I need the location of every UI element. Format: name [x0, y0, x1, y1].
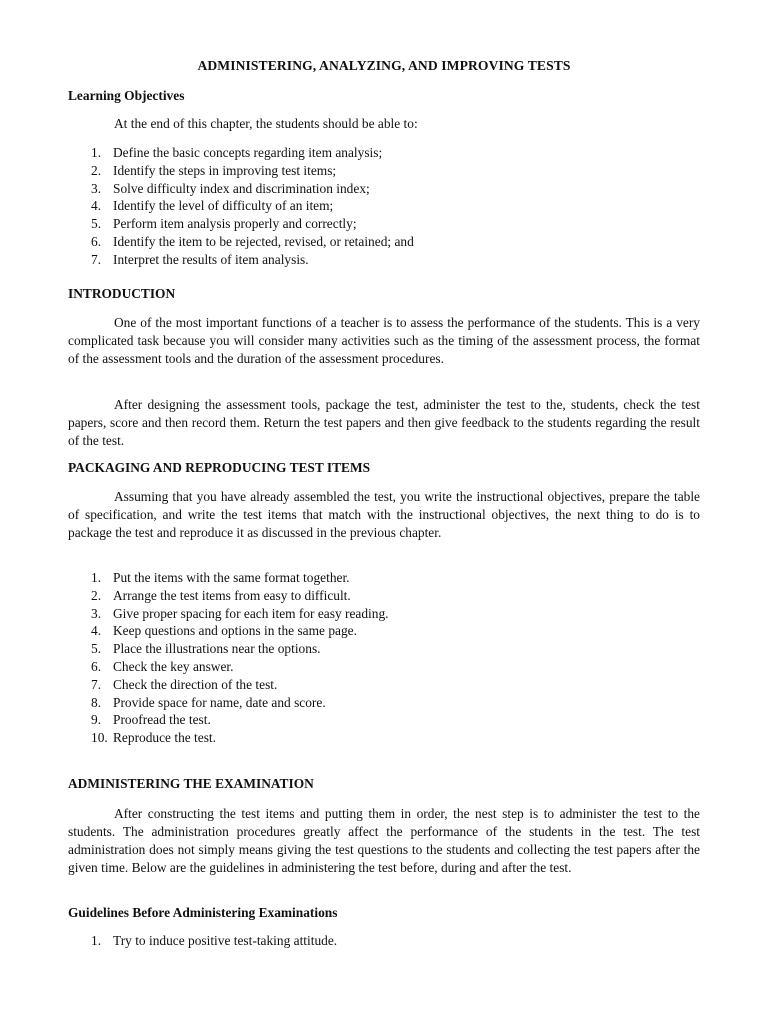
learning-objectives-list	[68, 144, 414, 269]
list-item: 10. Reproduce the test.	[91, 730, 216, 746]
introduction-heading: INTRODUCTION	[68, 286, 176, 301]
guidelines-before-list	[68, 932, 337, 950]
list-item: 6. Check the key answer.	[91, 658, 234, 674]
introduction-paragraph-2: After designing the assessment tools, package the test, administer the test to the, students, check the test papers, score and then record them. Return the test papers and then give feedback to the students regarding the result of the test.	[68, 397, 700, 448]
list-item: 3. Give proper spacing for each item for easy reading.	[91, 605, 389, 621]
packaging-paragraph: Assuming that you have already assembled the test, you write the instructional objectives, prepare the table of specification, and write the test items that match with the instructional objectives, the next thing to do is to package the test and reproduce it as discussed in the previous chapter.	[68, 489, 700, 540]
list-item: 4. Keep questions and options in the same page.	[91, 623, 357, 639]
list-item: 9. Proofread the test.	[91, 712, 211, 728]
packaging-heading: PACKAGING AND REPRODUCING TEST ITEMS	[68, 460, 371, 475]
list-item: 7. Check the direction of the test.	[91, 676, 278, 692]
list-item: 1. Define the basic concepts regarding item analysis;	[91, 145, 383, 160]
list-item: 1. Try to induce positive test-taking attitude.	[91, 933, 338, 948]
guidelines-before-heading: Guidelines Before Administering Examinations	[68, 905, 338, 920]
list-item: 4. Identify the level of difficulty of an item;	[91, 198, 334, 214]
list-item: 2. Identify the steps in improving test items;	[91, 162, 337, 178]
list-item: 6. Identify the item to be rejected, revised, or retained; and	[91, 233, 414, 249]
list-item: 7. Interpret the results of item analysis.	[91, 251, 309, 267]
list-item: 5. Place the illustrations near the options.	[91, 641, 321, 657]
list-item: 5. Perform item analysis properly and correctly;	[91, 216, 357, 232]
list-item: 1. Put the items with the same format together.	[91, 570, 350, 585]
introduction-paragraph-1: One of the most important functions of a teacher is to assess the performance of the students. This is a very complicated task because you will consider many activities such as the timing of the assessment process, the format of the assessment tools and the duration of the assessment procedures.	[68, 315, 700, 366]
administering-heading: ADMINISTERING THE EXAMINATION	[68, 776, 314, 791]
list-item: 8. Provide space for name, date and score.	[91, 694, 326, 710]
packaging-list	[68, 569, 389, 747]
learning-objectives-intro: At the end of this chapter, the students should be able to:	[114, 116, 418, 131]
document-title: ADMINISTERING, ANALYZING, AND IMPROVING TESTS	[197, 58, 571, 73]
list-item: 2. Arrange the test items from easy to difficult.	[91, 587, 351, 603]
administering-paragraph: After constructing the test items and putting them in order, the nest step is to administer the test to the students. The administration procedures greatly affect the performance of the students in the test. The test administration does not simply means giving the test questions to the students and collecting the test papers after the given time. Below are the guidelines in administering the test before, during and after the test.	[68, 806, 700, 875]
learning-objectives-heading: Learning Objectives	[68, 88, 185, 103]
list-item: 3. Solve difficulty index and discrimination index;	[91, 180, 370, 196]
